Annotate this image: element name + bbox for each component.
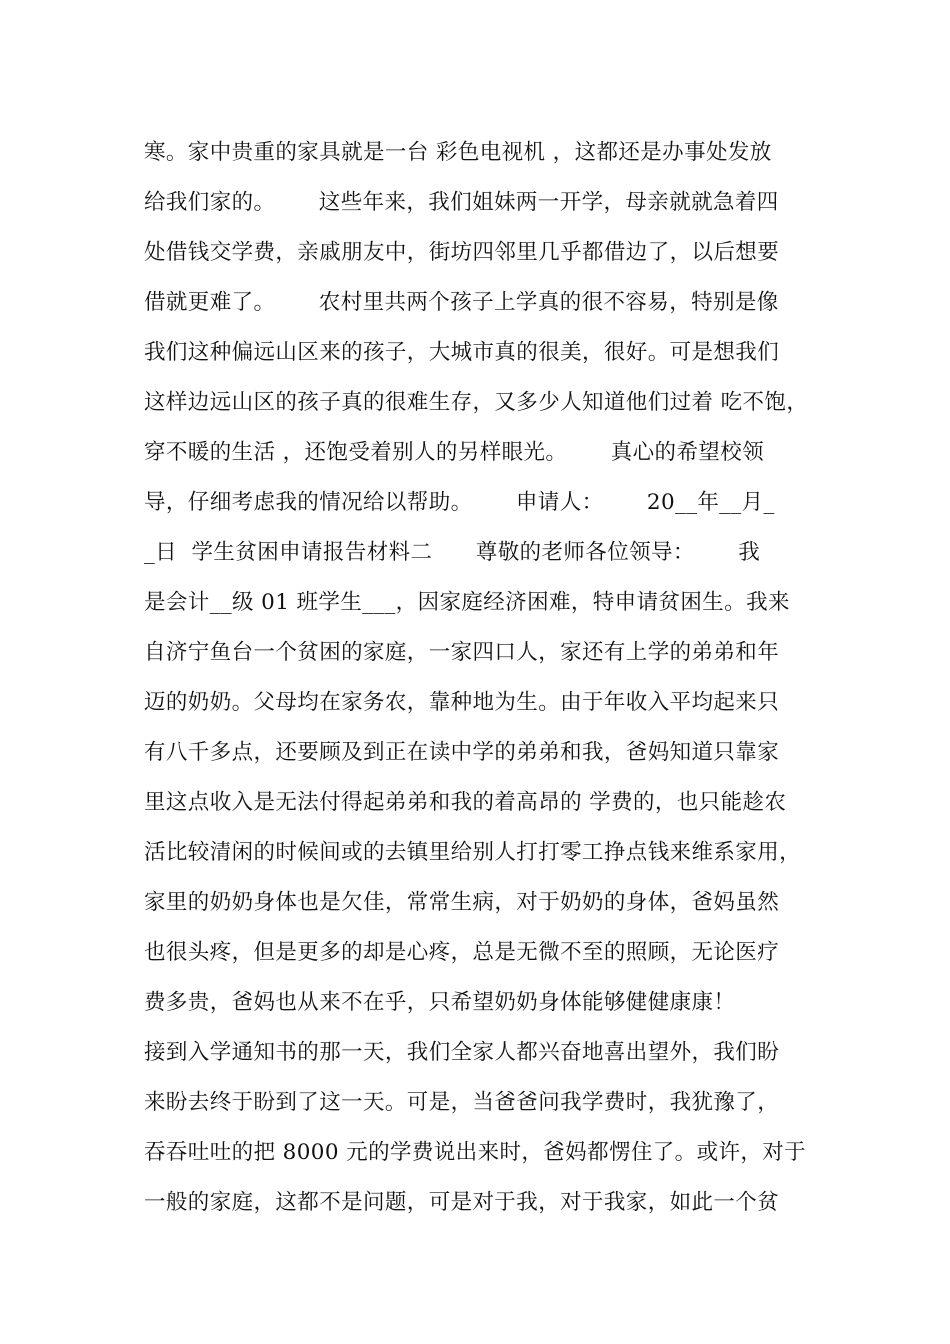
text-line: 这样边远山区的孩子真的很难生存，又多少人知道他们过着 吃不饱， <box>144 390 809 415</box>
text-line: 活比较清闲的时候间或的去镇里给别人打打零工挣点钱来维系家用， <box>144 840 802 865</box>
text-line: 我们这种偏远山区来的孩子，大城市真的很美，很好。可是想我们 <box>144 340 780 365</box>
document-body <box>144 128 834 1228</box>
text-line: 接到入学通知书的那一天，我们全家人都兴奋地喜出望外，我们盼 <box>144 1040 780 1065</box>
text-line: 借就更难了。 农村里共两个孩子上学真的很不容易，特别是像 <box>144 290 779 315</box>
text-line: 给我们家的。 这些年来，我们姐妹两一开学，母亲就就急着四 <box>144 190 779 215</box>
text-line: 自济宁鱼台一个贫困的家庭，一家四口人，家还有上学的弟弟和年 <box>144 640 780 665</box>
text-line: 一般的家庭，这都不是问题，可是对于我，对于我家，如此一个贫 <box>144 1190 780 1215</box>
text-line: 是会计__级 01 班学生___，因家庭经济困难，特申请贫困生。我来 <box>144 590 790 615</box>
text-line: 寒。家中贵重的家具就是一台 彩色电视机 ，这都还是办事处发放 <box>144 140 772 165</box>
text-line: 穿不暖的生活 ，还饱受着别人的另样眼光。 真心的希望校领 <box>144 440 765 465</box>
text-line: 吞吞吐吐的把 8000 元的学费说出来时，爸妈都愣住了。或许，对于 <box>144 1140 807 1165</box>
text-line: _日 学生贫困申请报告材料二 尊敬的老师各位领导： 我 <box>144 540 761 565</box>
text-line: 处借钱交学费，亲戚朋友中，街坊四邻里几乎都借边了，以后想要 <box>144 240 780 265</box>
text-line: 费多贵，爸妈也从来不在乎，只希望奶奶身体能够健健康康！ <box>144 990 736 1015</box>
text-line: 导，仔细考虑我的情况给以帮助。 申请人： 20__年__月_ <box>144 490 775 515</box>
text-line: 里这点收入是无法付得起弟弟和我的着高昂的 学费的，也只能趁农 <box>144 790 787 815</box>
text-line: 迈的奶奶。父母均在家务农，靠种地为生。由于年收入平均起来只 <box>144 690 780 715</box>
text-line: 家里的奶奶身体也是欠佳，常常生病，对于奶奶的身体，爸妈虽然 <box>144 890 780 915</box>
text-line: 有八千多点，还要顾及到正在读中学的弟弟和我，爸妈知道只靠家 <box>144 740 780 765</box>
text-line: 也很头疼，但是更多的却是心疼，总是无微不至的照顾，无论医疗 <box>144 940 780 965</box>
text-line: 来盼去终于盼到了这一天。可是，当爸爸问我学费时，我犹豫了， <box>144 1090 780 1115</box>
